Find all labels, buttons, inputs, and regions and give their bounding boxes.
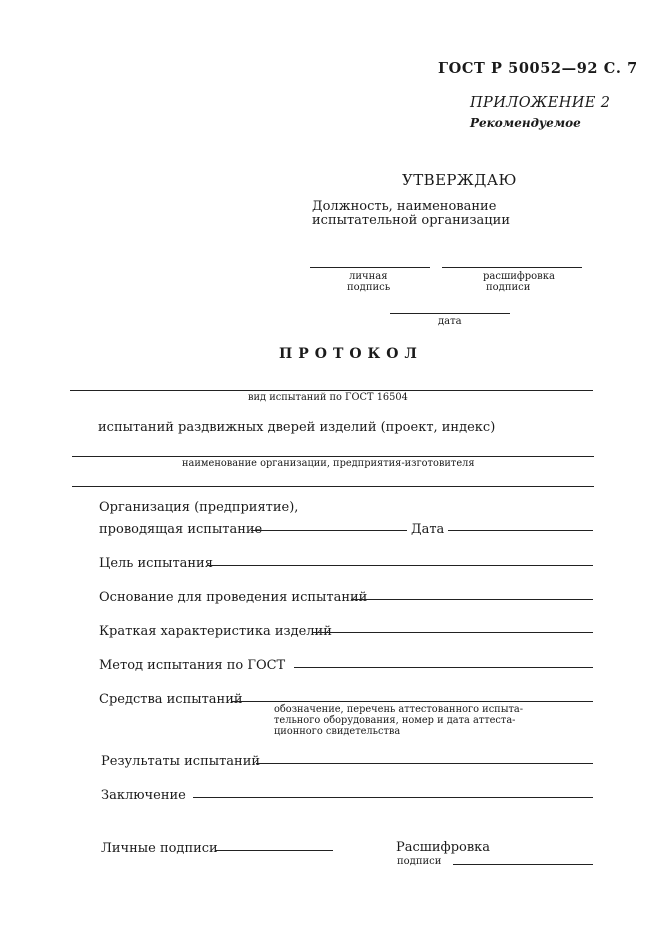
means-field-line[interactable] [231,701,593,702]
basis-label: Основание для проведения испытаний [99,590,368,605]
basis-field-line[interactable] [351,599,593,600]
signatures-caption: подписи [397,856,442,867]
method-label: Метод испытания по ГОСТ [99,658,286,673]
conclusion-label: Заключение [101,788,186,803]
means-caption-1: обозначение, перечень аттестованного испыта- [274,704,524,715]
appendix-title: ПРИЛОЖЕНИЕ 2 [470,95,611,111]
personal-signature-line[interactable] [310,267,430,268]
protocol-title: ПРОТОКОЛ [279,346,423,362]
decoding-caption-1: расшифровка [483,271,556,282]
decoding-field-line[interactable] [453,864,593,865]
conclusion-field-line[interactable] [193,797,593,798]
position-label-2: испытательной организации [312,213,510,228]
means-label: Средства испытаний [99,692,243,707]
tests-description: испытаний раздвижных дверей изделий (проект, индекс) [98,420,496,435]
characteristics-label: Краткая характеристика изделий [99,624,332,639]
position-label-1: Должность, наименование [312,199,497,214]
organization-caption: наименование организации, предприятия-изготовителя [182,458,475,469]
organization-label-2: проводящая испытание [99,522,263,537]
organization-name-line[interactable] [72,456,594,457]
characteristics-field-line[interactable] [313,632,593,633]
test-type-line[interactable] [70,390,593,391]
date-line[interactable] [390,313,510,314]
approve-heading: УТВЕРЖДАЮ [402,171,517,189]
personal-signature-caption-2: подпись [347,282,391,293]
date-field-line[interactable] [448,530,593,531]
organization-label-1: Организация (предприятие), [99,500,299,515]
decoding-caption-2: подписи [486,282,531,293]
method-field-line[interactable] [294,667,593,668]
decoding-label: Расшифровка [396,840,491,855]
date-caption: дата [438,316,462,327]
recommended-label: Рекомендуемое [470,116,581,130]
personal-signatures-label: Личные подписи [101,841,218,856]
means-caption-3: ционного свидетельства [274,726,401,737]
organization-field-line[interactable] [251,530,407,531]
purpose-label: Цель испытания [99,556,213,571]
means-caption-2: тельного оборудования, номер и дата аттеста- [274,715,516,726]
document-code: ГОСТ Р 50052—92 С. 7 [438,60,638,77]
results-field-line[interactable] [256,763,593,764]
results-label: Результаты испытаний [101,754,261,769]
purpose-field-line[interactable] [207,565,593,566]
personal-signature-caption-1: личная [349,271,388,282]
test-type-caption: вид испытаний по ГОСТ 16504 [248,392,408,403]
extra-line[interactable] [72,486,594,487]
personal-signatures-line[interactable] [215,850,333,851]
date-label: Дата [411,522,445,537]
decoding-line[interactable] [442,267,582,268]
